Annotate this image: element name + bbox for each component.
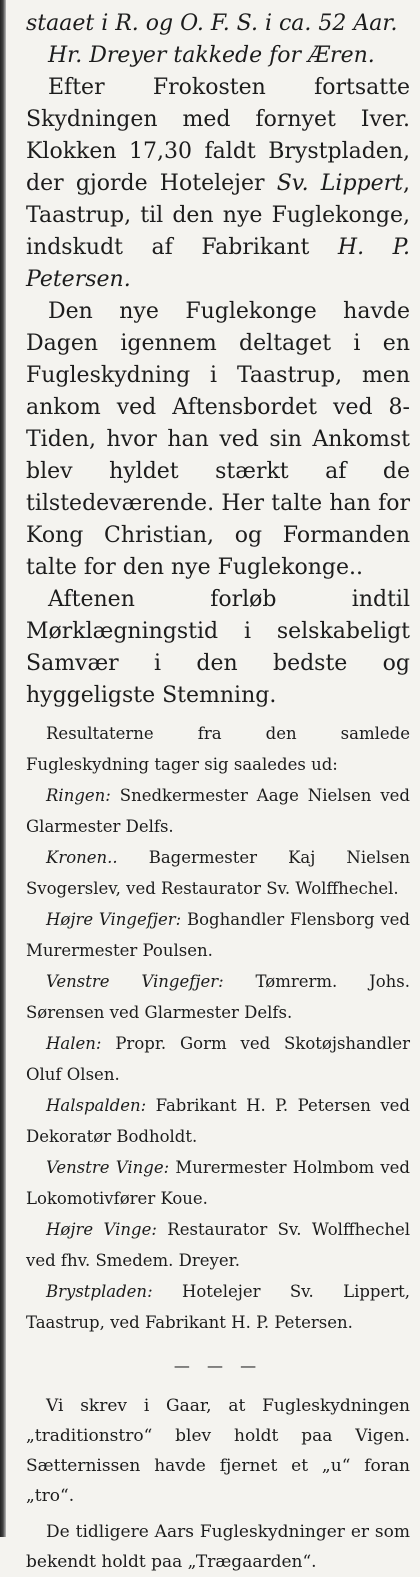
paragraph-evening: Aftenen forløb indtil Mørklægningstid i selskabeligt Samvær i den bedste og hyggeligste Stemning. [26,587,410,708]
result-item: Højre Vinge: Restaurator Sv. Wolffhechel ved fhv. Smedem. Dreyer. [26,1220,410,1270]
article-column [26,8,410,1577]
result-item: Venstre Vingefjer: Tømrerm. Johs. Sørensen ved Glarmester Delfs. [26,972,410,1022]
paragraph-thanks: Hr. Dreyer takkede for Æren. [48,43,375,68]
separator: — — — [173,1356,263,1375]
trivia-note: De tidligere Aars Fugleskydninger er som bekendt holdt paa „Trægaarden“. [26,1522,410,1572]
results-intro: Resultaterne fra den samlede Fugleskydning tager sig saaledes ud: [26,724,410,774]
paragraph-new-king: Den nye Fuglekonge havde Dagen igennem deltaget i en Fugleskydning i Taastrup, men ankom ved Aftensbordet ved 8-Tiden, hvor han ved sin Ankomst blev hyldet stærkt af de tilstedeværende. Her talte han for Kong Christian, og Formanden talte for den nye Fuglekonge.. [26,299,410,580]
correction-note: Vi skrev i Gaar, at Fugleskydningen „traditionstro“ blev holdt paa Vigen. Sætternissen havde fjernet et „u“ foran „tro“. [26,1396,410,1506]
result-item: Brystpladen: Hotelejer Sv. Lippert, Taastrup, ved Fabrikant H. P. Petersen. [26,1282,410,1332]
paragraph-intro: staaet i R. og O. F. S. i ca. 52 Aar. [26,11,398,36]
result-item: Kronen.. Bagermester Kaj Nielsen Svogerslev, ved Restaurator Sv. Wolffhechel. [26,848,410,898]
result-item: Højre Vingefjer: Boghandler Flensborg ved Murermester Poulsen. [26,910,410,960]
paragraph-shooting: Efter Frokosten fortsatte Skydningen med fornyet Iver. Klokken 17,30 faldt Brystpladen, der gjorde Hotelejer Sv. Lippert, Taastrup, til den nye Fuglekonge, indskudt af Fabrikant H. P. Petersen. [26,75,410,292]
result-item: Ringen: Snedkermester Aage Nielsen ved Glarmester Delfs. [26,786,410,836]
result-item: Halen: Propr. Gorm ved Skotøjshandler Oluf Olsen. [26,1034,410,1084]
column-rule [0,0,6,1537]
result-item: Venstre Vinge: Murermester Holmbom ved Lokomotivfører Koue. [26,1158,410,1208]
result-item: Halspalden: Fabrikant H. P. Petersen ved Dekoratør Bodholdt. [26,1096,410,1146]
